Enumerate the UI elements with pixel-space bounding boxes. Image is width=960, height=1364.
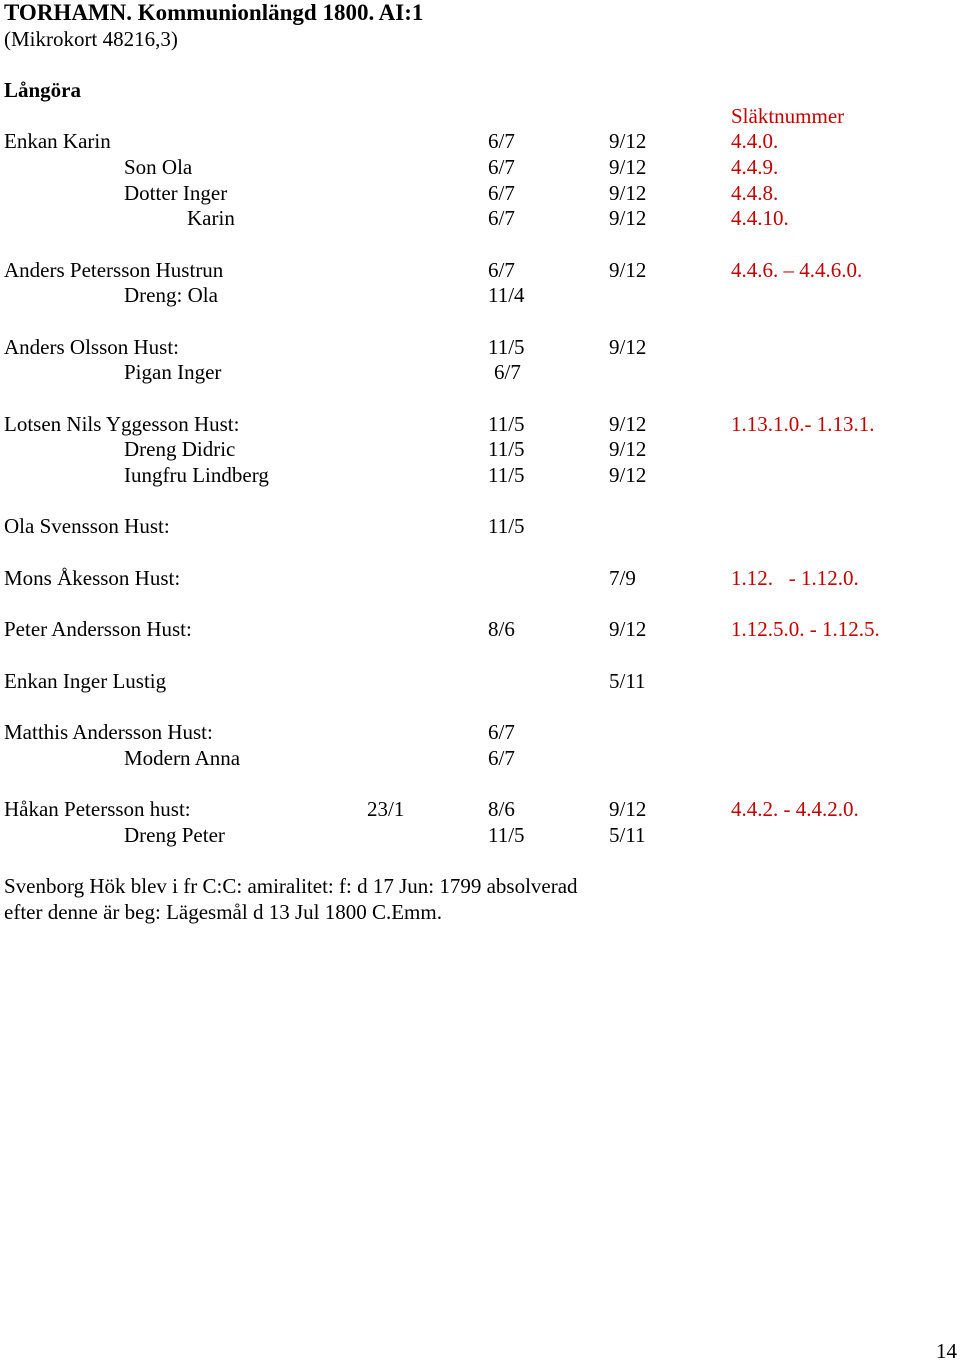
entry-name: Son Ola [124,155,193,179]
entry-slaktnummer: 4.4.2. - 4.4.2.0. [731,797,859,821]
entry-date-2: 6/7 [488,181,515,205]
entry-date-3: 9/12 [609,797,647,821]
entry-slaktnummer: 1.12. - 1.12.0. [731,566,859,590]
entry-name: Dotter Inger [124,181,228,205]
entry-date-2: 6/7 [488,258,515,282]
entry-name: Pigan Inger [124,360,222,384]
entry-name: Modern Anna [124,746,241,770]
slaktnummer-column-header: Släktnummer [731,104,845,128]
entry-date-3: 9/12 [609,155,647,179]
entry-date-3: 9/12 [609,437,647,461]
entry-date-3: 9/12 [609,181,647,205]
entry-slaktnummer: 4.4.8. [731,181,779,205]
entry-slaktnummer: 4.4.10. [731,206,789,230]
entry-name: Dreng Peter [124,823,225,847]
entry-slaktnummer: 4.4.9. [731,155,779,179]
entry-date-3: 5/11 [609,669,646,693]
entry-date-1: 23/1 [367,797,405,821]
entry-date-2: 6/7 [488,155,515,179]
entry-slaktnummer: 4.4.0. [731,129,779,153]
entry-name: Enkan Karin [4,129,111,153]
entry-slaktnummer: 1.13.1.0.- 1.13.1. [731,412,875,436]
entry-name: Iungfru Lindberg [124,463,269,487]
entry-date-2: 11/5 [488,463,525,487]
entry-date-3: 9/12 [609,129,647,153]
entry-name: Karin [187,206,235,230]
entry-date-2: 6/7 [488,746,515,770]
entry-date-2: 6/7 [488,720,515,744]
entry-date-2: 6/7 [494,360,521,384]
entry-date-2: 11/5 [488,412,525,436]
document-title: TORHAMN. Kommunionlängd 1800. AI:1 [4,0,424,25]
entry-name: Dreng: Ola [124,283,218,307]
entry-date-2: 11/4 [488,283,525,307]
entry-slaktnummer: 1.12.5.0. - 1.12.5. [731,617,880,641]
entry-name: Matthis Andersson Hust: [4,720,213,744]
entry-name: Mons Åkesson Hust: [4,566,181,590]
entry-date-2: 11/5 [488,335,525,359]
entry-name: Lotsen Nils Yggesson Hust: [4,412,240,436]
note-line-2: efter denne är beg: Lägesmål d 13 Jul 1800 C.Emm. [4,900,442,924]
entry-date-2: 11/5 [488,437,525,461]
entry-date-3: 9/12 [609,412,647,436]
entry-date-2: 11/5 [488,514,525,538]
entry-name: Peter Andersson Hust: [4,617,192,641]
entry-date-3: 9/12 [609,206,647,230]
entry-date-3: 9/12 [609,335,647,359]
entry-date-2: 8/6 [488,797,515,821]
entry-date-3: 9/12 [609,617,647,641]
entry-date-2: 6/7 [488,206,515,230]
entry-name: Enkan Inger Lustig [4,669,167,693]
entry-date-3: 5/11 [609,823,646,847]
entry-name: Ola Svensson Hust: [4,514,170,538]
entry-date-3: 9/12 [609,258,647,282]
entry-date-3: 9/12 [609,463,647,487]
entry-date-2: 8/6 [488,617,515,641]
entry-name: Anders Petersson Hustrun [4,258,224,282]
document-subtitle: (Mikrokort 48216,3) [4,27,178,51]
entry-name: Anders Olsson Hust: [4,335,180,359]
page-number: 14 [936,1339,957,1363]
entry-name: Dreng Didric [124,437,236,461]
place-heading: Långöra [4,78,82,102]
note-line-1: Svenborg Hök blev i fr C:C: amiralitet: f: d 17 Jun: 1799 absolverad [4,874,578,898]
entry-date-2: 6/7 [488,129,515,153]
entry-date-3: 7/9 [609,566,636,590]
entry-date-2: 11/5 [488,823,525,847]
entry-name: Håkan Petersson hust: [4,797,191,821]
entry-slaktnummer: 4.4.6. – 4.4.6.0. [731,258,863,282]
